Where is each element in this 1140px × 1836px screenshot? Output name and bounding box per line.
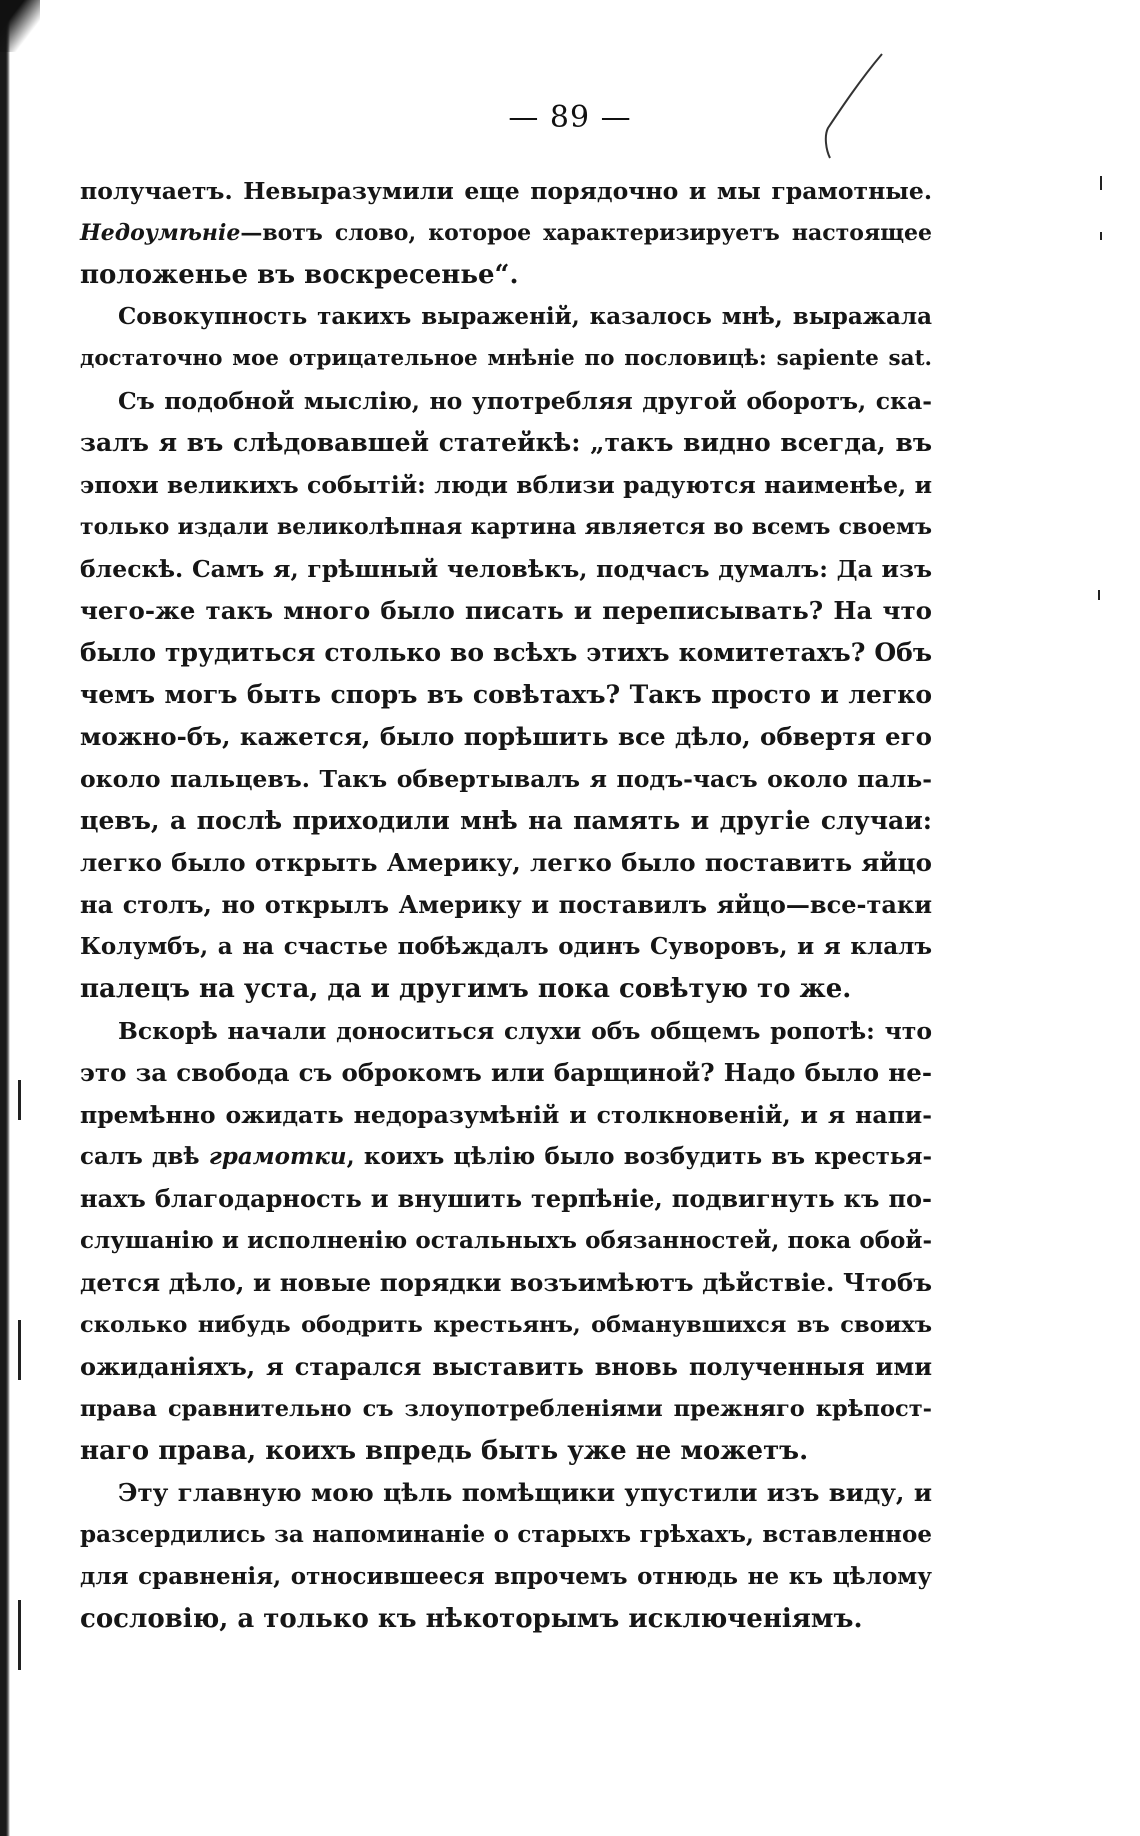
italic-word: Недоумѣніе xyxy=(80,220,241,246)
scan-speck xyxy=(1098,590,1100,600)
text-line: было трудиться столько во всѣхъ этихъ комитетахъ? Объ xyxy=(80,638,932,667)
scan-speck xyxy=(18,1320,21,1380)
text-line xyxy=(80,1136,932,1178)
text-line: для сравненія, относившееся впрочемъ отнюдь не къ цѣлому xyxy=(80,1563,932,1590)
text-line: получаетъ. Невыразумили еще порядочно и мы грамотные. xyxy=(80,177,932,205)
text-line: Колумбъ, а на счастье побѣждалъ одинъ Суворовъ, и я клалъ xyxy=(80,933,932,960)
text-line: цевъ, а послѣ приходили мнѣ на память и другіе случаи: xyxy=(80,806,932,835)
text-line: залъ я въ слѣдовавшей статейкѣ: „такъ видно всегда, въ xyxy=(80,428,932,457)
body-text xyxy=(80,170,932,1640)
paragraph xyxy=(80,170,932,296)
text-line: легко было открыть Америку, легко было поставить яйцо xyxy=(80,848,932,877)
text-line: достаточно мое отрицательное мнѣніе по пословицѣ: sapiente sat. xyxy=(80,346,932,371)
scan-speck xyxy=(18,1600,21,1670)
text-fragment: , коихъ цѣлію было возбудить въ крестья- xyxy=(346,1143,932,1170)
text-line: наго права, коихъ впредь быть уже не можетъ. xyxy=(80,1436,809,1466)
text-line: блескѣ. Самъ я, грѣшный человѣкъ, подчасъ думалъ: Да изъ xyxy=(80,555,932,583)
paragraph xyxy=(80,296,932,380)
text-line: ожиданіяхъ, я старался выставить вновь полученныя ими xyxy=(80,1352,932,1381)
scan-speck xyxy=(18,1080,21,1120)
text-line: палецъ на уста, да и другимъ пока совѣтую то же. xyxy=(80,974,852,1004)
text-line: Съ подобной мыслію, но употребляя другой оборотъ, ска- xyxy=(118,387,932,415)
text-fragment: салъ двѣ xyxy=(80,1143,209,1170)
text-line: сколько нибудь ободрить крестьянъ, обманувшихся въ своихъ xyxy=(80,1312,932,1338)
text-line: разсердились за напоминаніе о старыхъ грѣхахъ, вставленное xyxy=(80,1521,932,1548)
binding-edge xyxy=(0,0,10,1836)
paragraph xyxy=(80,1472,932,1640)
text-line: только издали великолѣпная картина является во всемъ своемъ xyxy=(80,514,932,540)
scan-speck xyxy=(1100,176,1102,190)
scan-corner-shadow xyxy=(0,0,40,52)
text-line: чего-же такъ много было писать и переписывать? На что xyxy=(80,596,932,625)
paragraph xyxy=(80,380,932,1010)
text-line: нахъ благодарность и внушить терпѣніе, подвигнуть къ по- xyxy=(80,1184,932,1213)
text-line: эпохи великихъ событій: люди вблизи радуются наименѣе, и xyxy=(80,471,932,499)
text-line: положенье въ воскресенье“. xyxy=(80,260,519,290)
text-line xyxy=(80,212,932,254)
text-line: чемъ могъ быть споръ въ совѣтахъ? Такъ просто и легко xyxy=(80,680,932,709)
text-line: дется дѣло, и новые порядки возъимѣютъ дѣйствіе. Чтобъ xyxy=(80,1268,932,1297)
scan-speck xyxy=(1100,232,1102,240)
text-line: около пальцевъ. Такъ обвертывалъ я подъ-часъ около паль- xyxy=(80,765,932,793)
text-line: Вскорѣ начали доноситься слухи объ общемъ ропотѣ: что xyxy=(118,1017,932,1045)
paragraph xyxy=(80,1010,932,1472)
text-line: слушанію и исполненію остальныхъ обязанностей, пока обой- xyxy=(80,1227,932,1254)
italic-word: грамотки xyxy=(208,1143,347,1170)
page-number: — 89 — xyxy=(508,100,632,135)
text-line: права сравнительно съ злоупотребленіями прежняго крѣпост- xyxy=(80,1396,932,1422)
text-fragment: —вотъ слово, которое характеризируетъ настоящее xyxy=(240,220,932,246)
text-line: можно-бъ, кажется, было порѣшить все дѣло, обвертя его xyxy=(80,722,932,751)
text-line: Совокупность такихъ выраженій, казалось мнѣ, выражала xyxy=(118,303,932,330)
text-line: на столъ, но открылъ Америку и поставилъ яйцо—все-таки xyxy=(80,890,932,919)
text-line: Эту главную мою цѣль помѣщики упустили изъ виду, и xyxy=(118,1478,932,1507)
text-line: премѣнно ожидать недоразумѣній и столкновеній, и я напи- xyxy=(80,1101,932,1129)
text-line: это за свобода съ оброкомъ или барщиной? Надо было не- xyxy=(80,1058,932,1087)
text-line: сословію, а только къ нѣкоторымъ исключеніямъ. xyxy=(80,1604,863,1634)
